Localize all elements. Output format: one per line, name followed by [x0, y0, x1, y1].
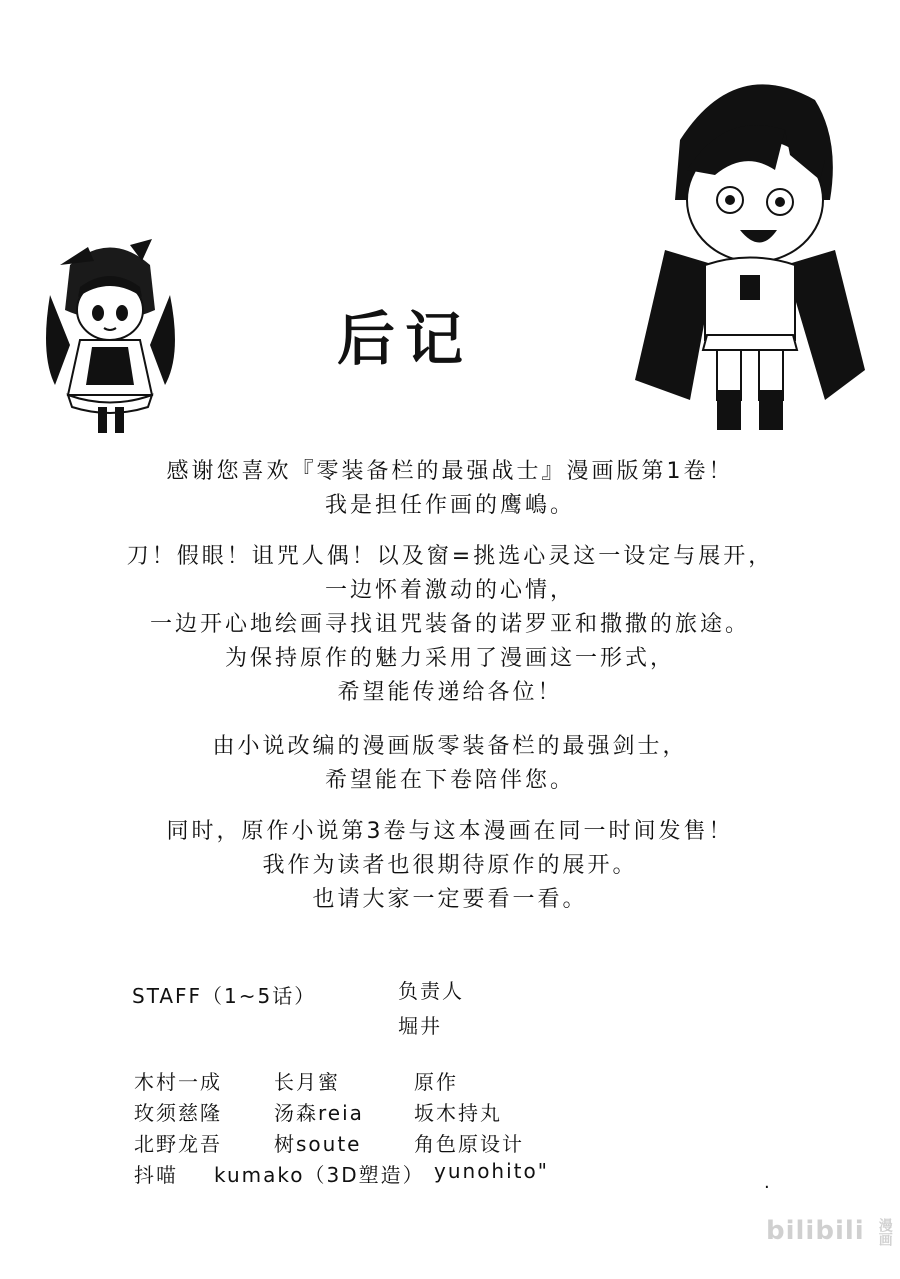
text-line: 我是担任作画的鹰嶋。 — [324, 493, 575, 518]
text-line: 我作为读者也很期待原作的展开。 — [262, 853, 638, 878]
credit-name: 树soute — [274, 1132, 362, 1156]
staff-heading: STAFF（1~5话） — [132, 984, 317, 1008]
text-line: 一边怀着激动的心情， — [324, 578, 575, 603]
text-line: 为保持原作的魅力采用了漫画这一形式， — [224, 646, 675, 671]
paragraph-2 — [60, 540, 840, 710]
staff-role: 负责人 — [398, 979, 464, 1003]
chibi-boy-illustration — [625, 50, 875, 450]
credit-name: yunohito" — [434, 1159, 549, 1183]
credit-row — [134, 1159, 774, 1190]
credit-name: 木村一成 — [134, 1070, 222, 1094]
text-line: 感谢您喜欢『零装备栏的最强战士』漫画版第1卷！ — [166, 459, 734, 484]
end-mark: . — [764, 1172, 770, 1193]
paragraph-3 — [60, 730, 840, 798]
paragraph-4 — [60, 815, 840, 917]
credit-name: 北野龙吾 — [134, 1132, 222, 1156]
credit-name: kumako（3D塑造） — [214, 1163, 425, 1187]
text-line: 同时，原作小说第3卷与这本漫画在同一时间发售！ — [166, 819, 734, 844]
credit-name: 汤森reia — [274, 1101, 364, 1125]
bilibili-watermark — [766, 1216, 895, 1246]
credit-name: 原作 — [414, 1070, 458, 1094]
text-line: 由小说改编的漫画版零装备栏的最强剑士， — [212, 734, 688, 759]
credits-list — [134, 1066, 774, 1190]
credit-name: 角色原设计 — [414, 1132, 524, 1156]
credit-name: 抖喵 — [134, 1163, 178, 1187]
watermark-sub: 漫画 — [876, 1217, 893, 1246]
page-title: 后记 — [336, 305, 473, 373]
credit-name: 玫须慈隆 — [134, 1101, 222, 1125]
text-line: 希望能在下卷陪伴您。 — [324, 768, 575, 793]
text-line: 刀！假眼！诅咒人偶！以及窗=挑选心灵这一设定与展开， — [126, 544, 774, 569]
credit-row — [134, 1097, 774, 1128]
staff-name: 堀井 — [398, 1014, 442, 1038]
text-line: 希望能传递给各位！ — [337, 680, 563, 705]
credit-name: 坂木持丸 — [414, 1101, 502, 1125]
watermark-logo: bilibili — [766, 1216, 865, 1246]
credit-name: 长月蜜 — [274, 1070, 340, 1094]
paragraph-1 — [60, 455, 840, 523]
text-line: 一边开心地绘画寻找诅咒装备的诺罗亚和撒撒的旅途。 — [149, 612, 750, 637]
chibi-girl-illustration — [30, 235, 190, 435]
credit-row — [134, 1128, 774, 1159]
text-line: 也请大家一定要看一看。 — [312, 887, 588, 912]
credit-row — [134, 1066, 774, 1097]
